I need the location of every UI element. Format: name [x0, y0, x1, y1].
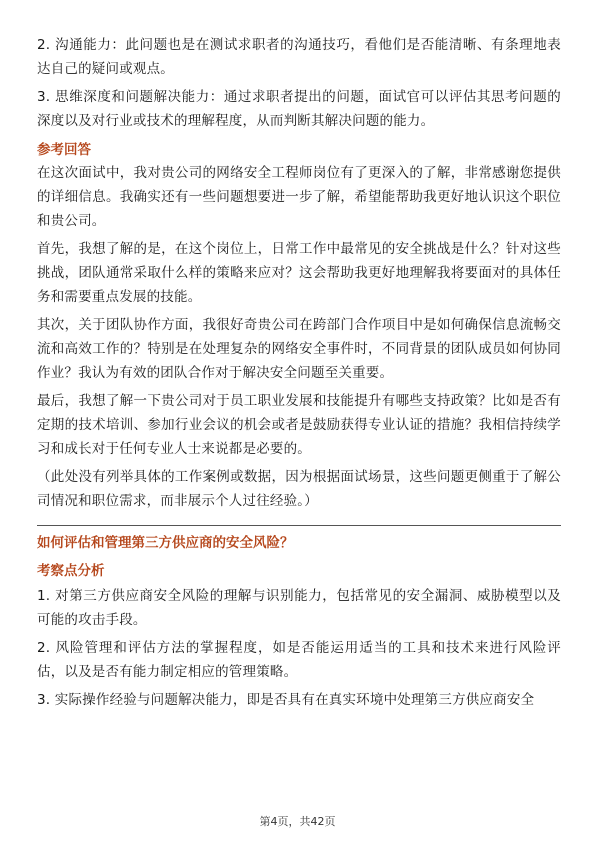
answer-paragraph-3: 其次，关于团队协作方面，我很好奇贵公司在跨部门合作项目中是如何确保信息流畅交流和高效工作的？特别是在处理复杂的网络安全事件时，不同背景的团队成员如何协同作业？我认为有效的团队合作对于解决安全问题至关重要。 — [37, 317, 561, 381]
analysis-heading: 考察点分析 — [37, 563, 105, 579]
analysis-item-3: 3. 思维深度和问题解决能力：通过求职者提出的问题，面试官可以评估其思考问题的深度以及对行业或技术的理解程度，从而判断其解决问题的能力。 — [37, 89, 561, 129]
page-number: 第4页，共42页 — [259, 815, 336, 828]
answer-paragraph-2: 首先，我想了解的是，在这个岗位上，日常工作中最常见的安全挑战是什么？针对这些挑战，团队通常采取什么样的策略来应对？这会帮助我更好地理解我将要面对的具体任务和需要重点发展的技能。 — [37, 241, 561, 305]
reference-answer-heading: 参考回答 — [37, 142, 91, 158]
answer-paragraph-1: 在这次面试中，我对贵公司的网络安全工程师岗位有了更深入的了解，非常感谢您提供的详细信息。我确实还有一些问题想要进一步了解，希望能帮助我更好地认识这个职位和贵公司。 — [37, 165, 561, 229]
analysis-item-2: 2. 沟通能力：此问题也是在测试求职者的沟通技巧，看他们是否能清晰、有条理地表达自己的疑问或观点。 — [37, 37, 561, 77]
question-analysis-item-3: 3. 实际操作经验与问题解决能力，即是否具有在真实环境中处理第三方供应商安全 — [37, 692, 535, 708]
section-divider — [37, 525, 561, 526]
document-body — [37, 33, 561, 716]
answer-paragraph-4: 最后，我想了解一下贵公司对于员工职业发展和技能提升有哪些支持政策？比如是否有定期的技术培训、参加行业会议的机会或者是鼓励获得专业认证的措施？我相信持续学习和成长对于任何专业人士来说都是必要的。 — [37, 393, 561, 457]
question-title: 如何评估和管理第三方供应商的安全风险？ — [37, 535, 294, 551]
question-analysis-item-2: 2. 风险管理和评估方法的掌握程度，如是否能运用适当的工具和技术来进行风险评估，以及是否有能力制定相应的管理策略。 — [37, 640, 561, 680]
answer-note: （此处没有列举具体的工作案例或数据，因为根据面试场景，这些问题更侧重于了解公司情况和职位需求，而非展示个人过往经验。） — [37, 469, 561, 509]
question-analysis-item-1: 1. 对第三方供应商安全风险的理解与识别能力，包括常见的安全漏洞、威胁模型以及可能的攻击手段。 — [37, 588, 561, 628]
